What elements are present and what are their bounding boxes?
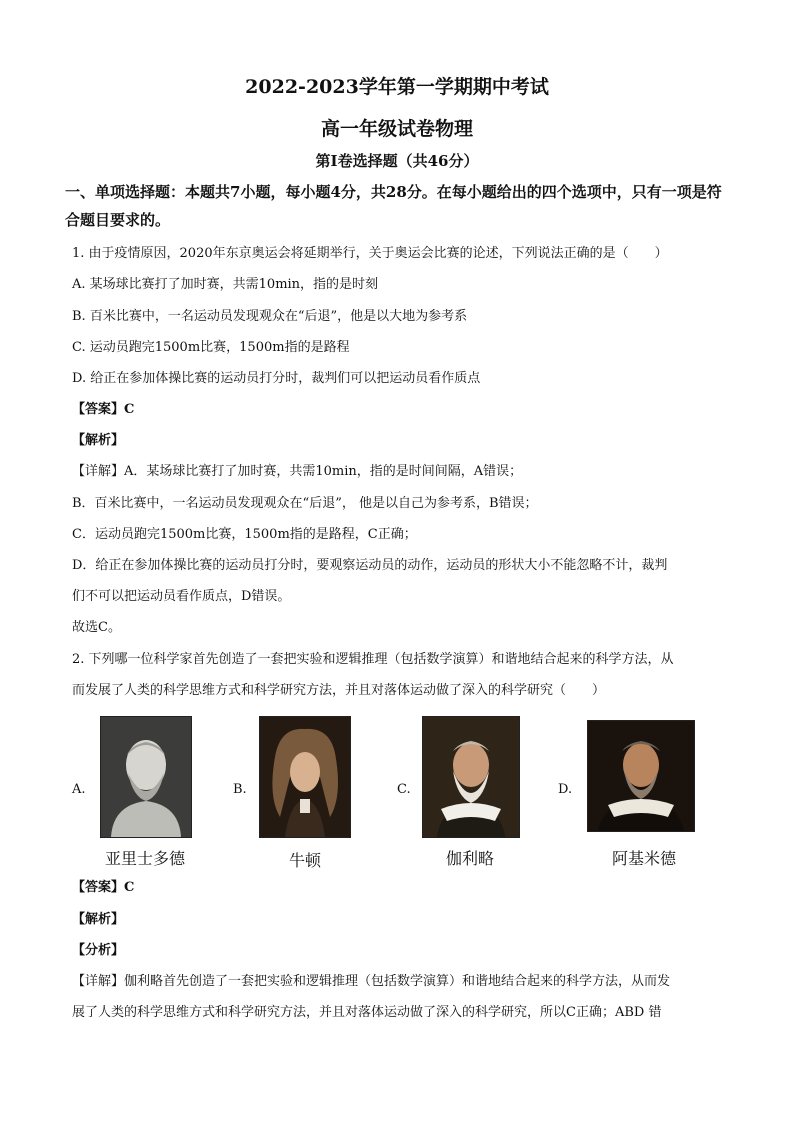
q1-analysis-label: 【解析】 [72, 433, 125, 448]
q1-option-d: D. 给正在参加体操比赛的运动员打分时，裁判们可以把运动员看作质点 [72, 371, 481, 386]
archimedes-portrait [587, 720, 695, 832]
q1-detail-2: B．百米比赛中，一名运动员发现观众在“后退”， 他是以自己为参考系，B错误； [72, 496, 538, 511]
q2-choice-b-caption: 牛顿 [288, 851, 321, 870]
section-heading: 一、单项选择题：本题共7小题，每小题4分，共28分。在每小题给出的四个选项中，只有一项是符合题目要求的。 [65, 183, 722, 229]
q1-detail-1: 【详解】A．某场球比赛打了加时赛，共需10min，指的是时间间隔，A错误； [72, 464, 523, 479]
q2-analysis-label: 【解析】 [72, 912, 125, 927]
part-heading: 第I卷选择题（共46分） [315, 152, 479, 170]
q1-detail-5: 们不可以把运动员看作质点，D错误。 [72, 589, 291, 604]
q1-stem: 1. 由于疫情原因，2020年东京奥运会将延期举行，关于奥运会比赛的论述，下列说法正确的是（ ） [72, 246, 668, 261]
exam-subtitle: 高一年级试卷物理 [320, 118, 473, 140]
q1-detail-3: C．运动员跑完1500m比赛，1500m指的是路程，C正确； [72, 527, 417, 542]
q2-stem-line1: 2. 下列哪一位科学家首先创造了一套把实验和逻辑推理（包括数学演算）和谐地结合起来的科学方法，从 [72, 652, 674, 667]
q2-choice-d-label: D. [558, 782, 573, 797]
q2-choice-d-caption: 阿基米德 [611, 849, 676, 868]
q2-answer: 【答案】C [72, 880, 135, 895]
q2-choice-a-caption: 亚里士多德 [104, 849, 185, 868]
q1-answer: 【答案】C [72, 402, 135, 417]
q1-option-a: A. 某场球比赛打了加时赛，共需10min，指的是时刻 [72, 277, 379, 292]
q1-conclusion: 故选C。 [72, 620, 121, 635]
galileo-portrait [422, 716, 520, 838]
q2-choice-a-label: A. [72, 782, 86, 797]
q2-choice-c-label: C. [397, 782, 411, 797]
aristotle-portrait [100, 716, 192, 838]
q2-stem-line2: 而发展了人类的科学思维方式和科学研究方法，并且对落体运动做了深入的科学研究（ ） [72, 683, 606, 698]
q2-choice-b-label: B. [233, 782, 247, 797]
q2-detail-line2: 展了人类的科学思维方式和科学研究方法，并且对落体运动做了深入的科学研究，所以C正确；ABD 错 [72, 1005, 662, 1020]
exam-title: 2022-2023学年第一学期期中考试 [245, 76, 549, 98]
newton-portrait [259, 716, 351, 838]
q1-option-c: C. 运动员跑完1500m比赛，1500m指的是路程 [72, 340, 350, 355]
q2-detail-line1: 【详解】伽利略首先创造了一套把实验和逻辑推理（包括数学演算）和谐地结合起来的科学方法，从而发 [72, 974, 671, 989]
q1-detail-4: D．给正在参加体操比赛的运动员打分时，要观察运动员的动作，运动员的形状大小不能忽略不计，裁判 [72, 558, 668, 573]
q2-fenxi-label: 【分析】 [72, 943, 125, 958]
q2-choice-c-caption: 伽利略 [445, 849, 494, 868]
q1-option-b: B. 百米比赛中，一名运动员发现观众在“后退”，他是以大地为参考系 [72, 309, 468, 324]
